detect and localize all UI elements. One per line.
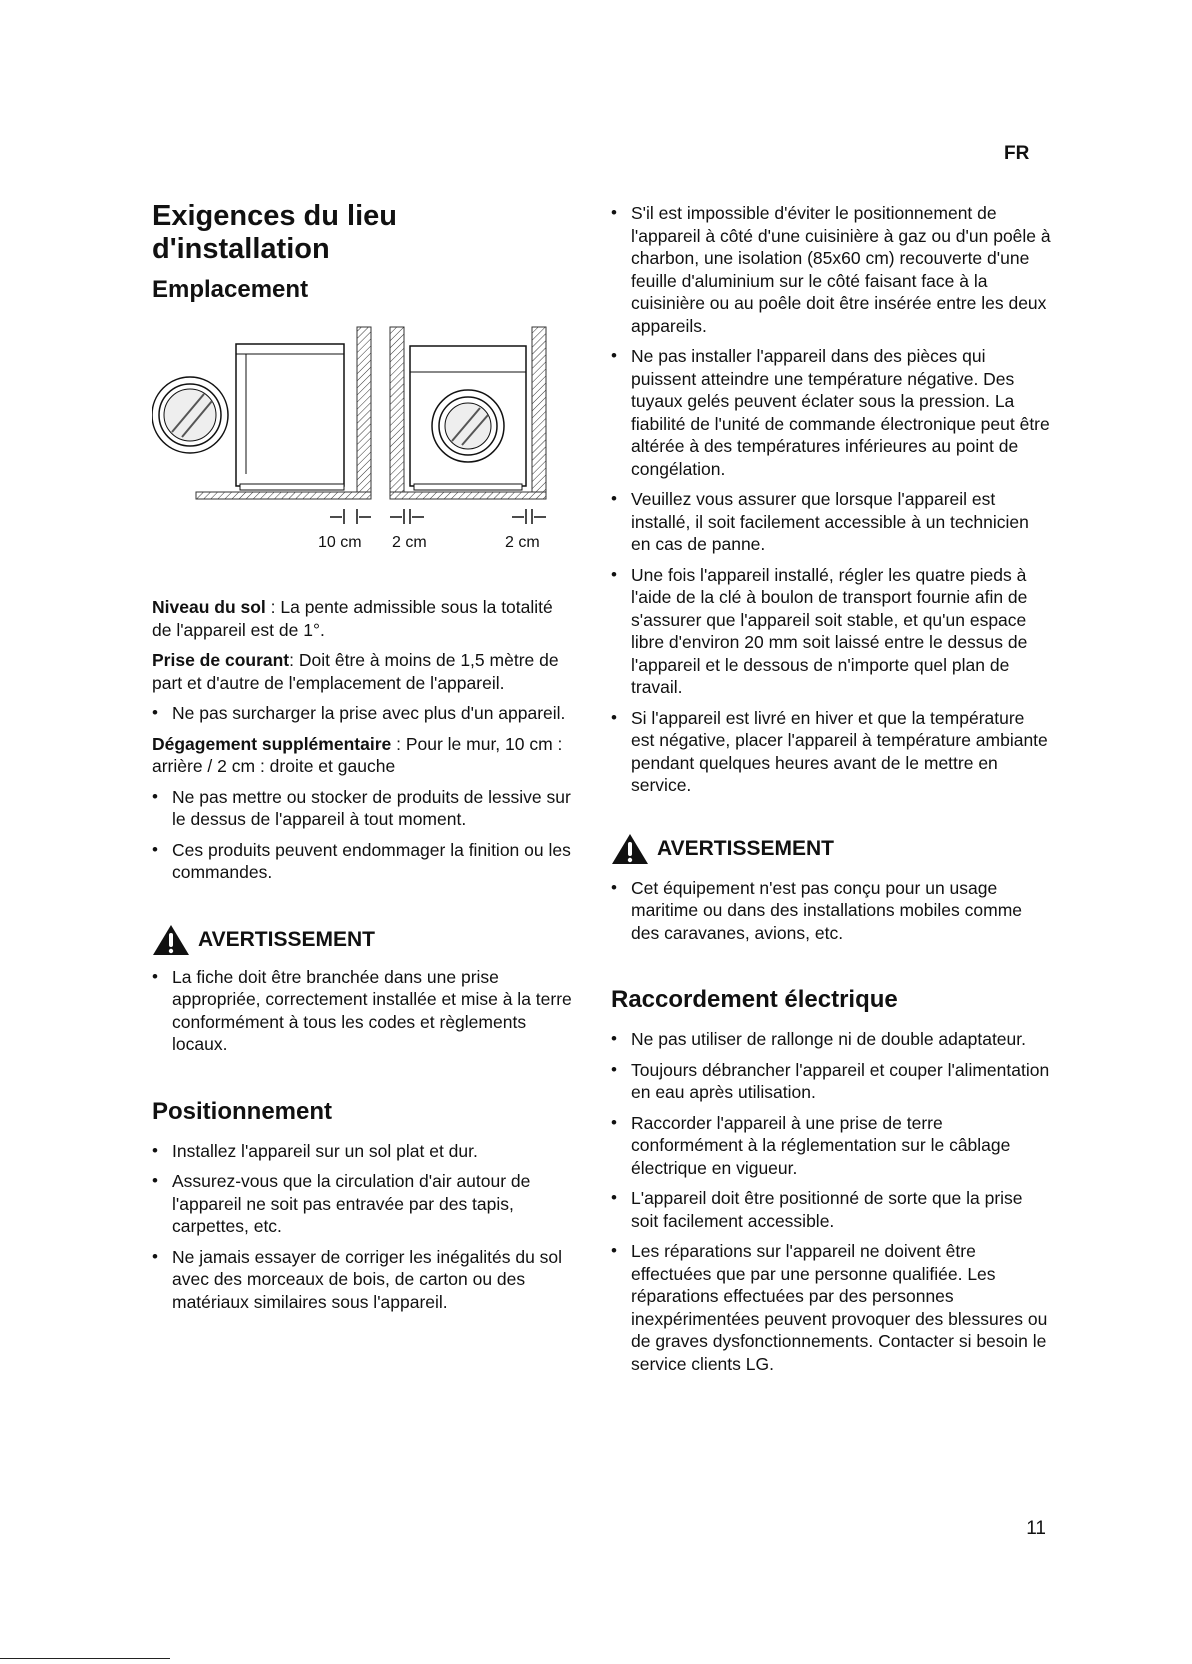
degagement-label: Dégagement supplémentaire [152,733,392,754]
list-item: • Ne pas utiliser de rallonge ni de double adaptateur. [611,1028,1051,1051]
emplacement-heading: Emplacement [152,276,309,303]
positionnement-list [152,1140,577,1314]
list-item: • Toujours débrancher l'appareil et couper l'alimentation en eau après utilisation. [611,1059,1051,1104]
warning-triangle-icon [152,924,190,956]
page-title: Exigences du lieu d'installation [152,200,397,265]
list-item: • Une fois l'appareil installé, régler les quatre pieds à l'aide de la clé à boulon de transport fournie afin de s'assurer que l'appareil soit stable, et qu'un espace libre d'environ 20 mm soit laissé entre le dessus de l'appareil et le dessous de n'importe quel plan de travail. [611,564,1051,699]
bottom-rule [0,1658,170,1659]
language-marker: FR [1004,143,1030,164]
degagement-paragraph [152,733,577,778]
warning-triangle-icon [611,833,649,865]
page-number: 11 [1026,1518,1046,1539]
list-item: • Les réparations sur l'appareil ne doivent être effectuées que par une personne qualifiée. Les réparations effectuées par des personnes inexpérimentées peuvent provoquer des blessures ou de graves dysfonctionnements. Contacter si besoin le service clients LG. [611,1240,1051,1375]
warning-title: AVERTISSEMENT [657,836,834,860]
niveau-paragraph [152,596,577,641]
list-item: • Ne pas surcharger la prise avec plus d'un appareil. [152,702,577,725]
niveau-label: Niveau du sol [152,597,266,617]
list-item: • Ne pas installer l'appareil dans des pièces qui puissent atteindre une température négative. Des tuyaux gelés peuvent éclater sous la pression. La fiabilité de l'unité de commande électronique peut être altérée à des températures inférieures au point de congélation. [611,345,1051,480]
prise-list [152,702,577,725]
list-item: • Installez l'appareil sur un sol plat et dur. [152,1140,577,1163]
positionnement-heading: Positionnement [152,1097,333,1125]
right-column [611,202,1051,1375]
warning-block-1 [152,924,577,956]
list-item: • Assurez-vous que la circulation d'air autour de l'appareil ne soit pas entravée par des tapis, carpettes, etc. [152,1170,577,1238]
clearance-label-rear: 10 cm [318,534,362,551]
prise-paragraph [152,649,577,694]
prise-text: : Doit être à moins de 1,5 mètre de part et d'autre de l'emplacement de l'appareil. [152,650,559,693]
list-item: • S'il est impossible d'éviter le positionnement de l'appareil à côté d'une cuisinière à gaz ou d'un poêle à charbon, une isolation (85x60 cm) recouverte d'une feuille d'aluminium sur le côté faisant face à la cuisinière ou au poêle doit être insérée entre les deux appareils. [611,202,1051,337]
list-item: • Ces produits peuvent endommager la finition ou les commandes. [152,839,577,884]
warning-title: AVERTISSEMENT [198,927,375,951]
left-column [152,200,577,1313]
placement-list [611,202,1051,797]
warning-list-2 [611,877,1051,945]
list-item: • Raccorder l'appareil à une prise de terre conformément à la réglementation sur le câblage électrique en vigueur. [611,1112,1051,1180]
warning-block-2 [611,833,1051,865]
warning-list-1 [152,966,577,1056]
list-item: • La fiche doit être branchée dans une prise appropriée, correctement installée et mise à la terre conformément à tous les codes et règlements locaux. [152,966,577,1056]
degagement-text: : Pour le mur, 10 cm : arrière / 2 cm : droite et gauche [152,733,563,776]
clearance-label-left: 2 cm [392,534,427,551]
raccordement-list [611,1028,1051,1375]
clearance-label-right: 2 cm [505,534,540,551]
list-item: • L'appareil doit être positionné de sorte que la prise soit facilement accessible. [611,1187,1051,1232]
list-item: • Veuillez vous assurer que lorsque l'appareil est installé, il soit facilement accessible à un technicien en cas de panne. [611,488,1051,556]
list-item: • Si l'appareil est livré en hiver et que la température est négative, placer l'appareil à température ambiante pendant quelques heures avant de le mettre en service. [611,707,1051,797]
niveau-text: : La pente admissible sous la totalité de l'appareil est de 1°. [152,597,553,640]
list-item: • Ne jamais essayer de corriger les inégalités du sol avec des morceaux de bois, de carton ou des matériaux similaires sous l'appareil. [152,1246,577,1314]
list-item: • Cet équipement n'est pas conçu pour un usage maritime ou dans des installations mobiles comme des caravanes, avions, etc. [611,877,1051,945]
clearance-diagram [152,324,577,584]
list-item: • Ne pas mettre ou stocker de produits de lessive sur le dessus de l'appareil à tout moment. [152,786,577,831]
prise-label: Prise de courant [152,650,290,670]
raccordement-heading: Raccordement électrique [611,986,898,1013]
degagement-list [152,786,577,884]
